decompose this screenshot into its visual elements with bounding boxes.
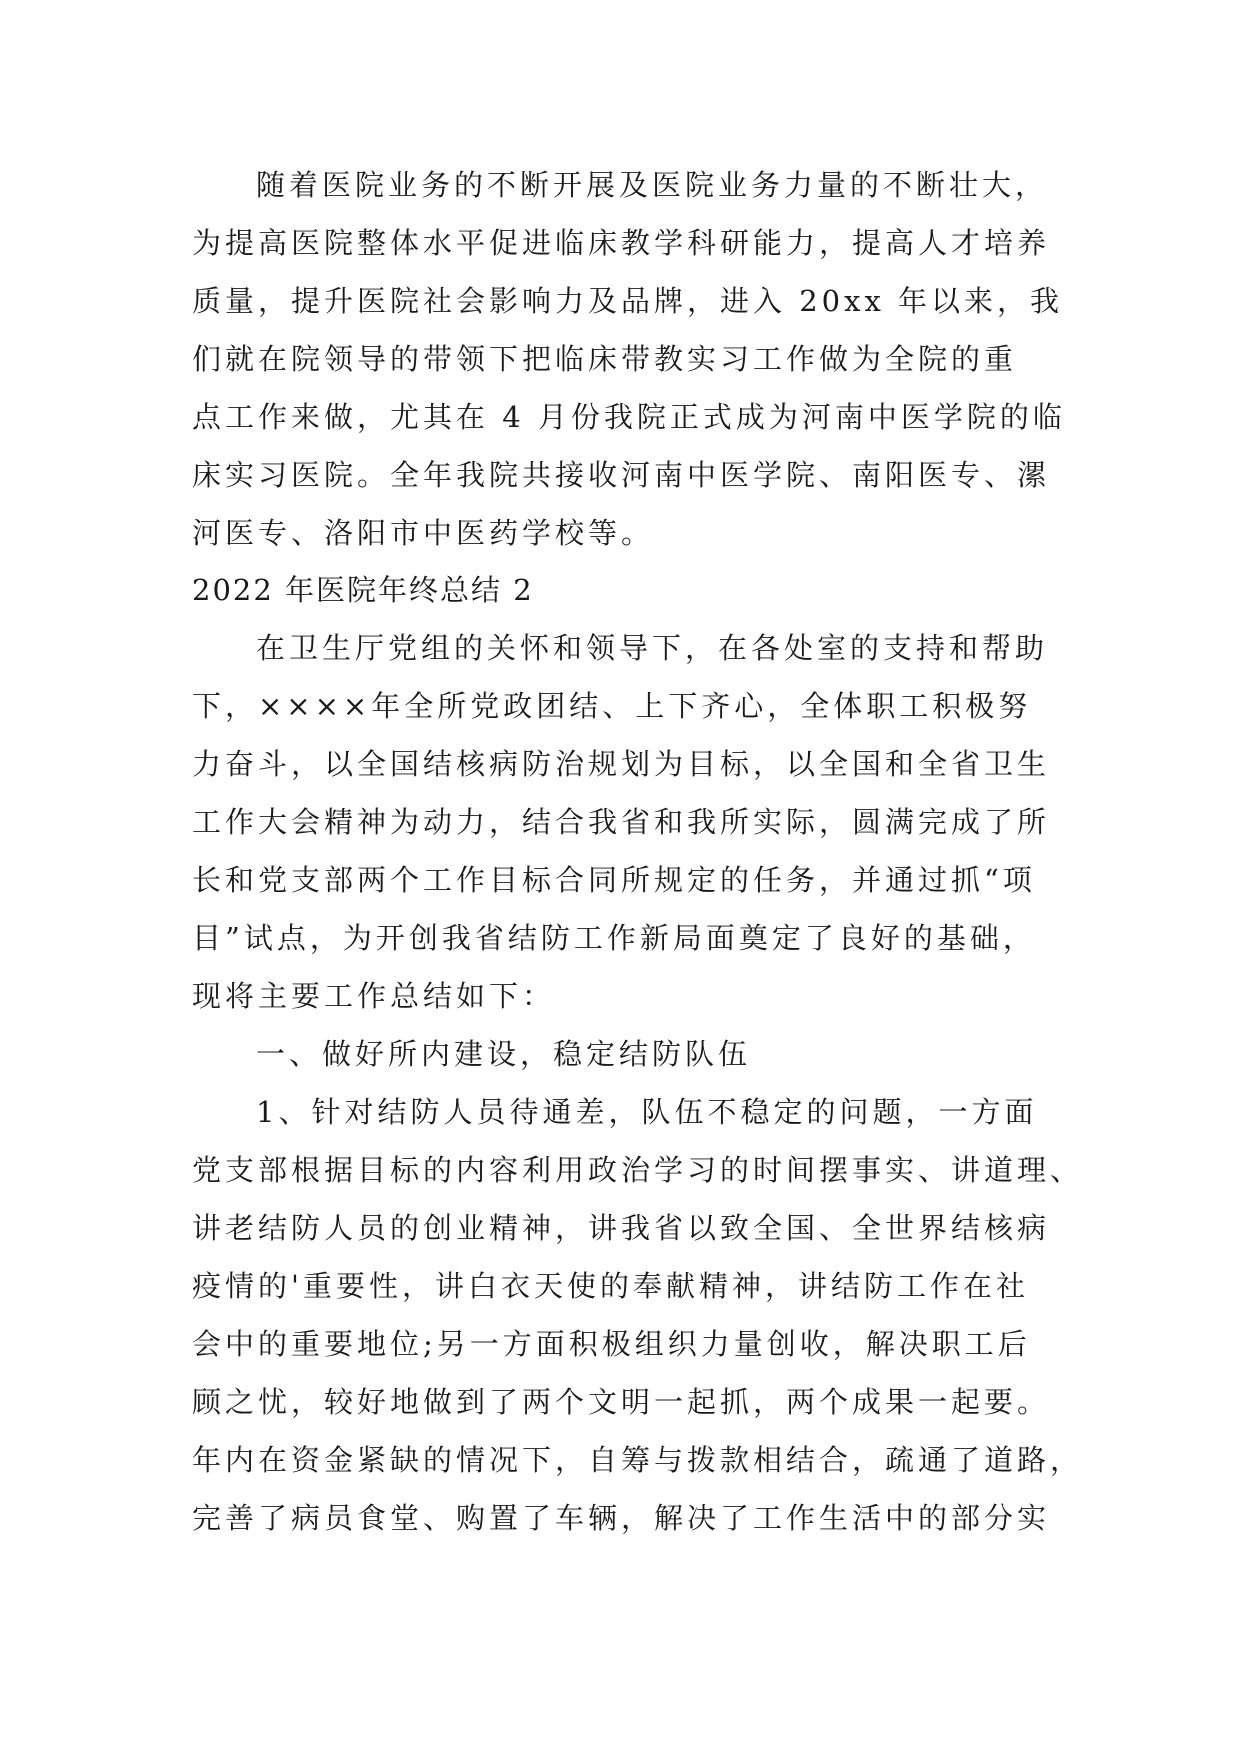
paragraph-line: 为提高医院整体水平促进临床教学科研能力，提高人才培养 <box>192 226 1051 260</box>
paragraph-line: 长和党支部两个工作目标合同所规定的任务，并通过抓“项 <box>192 863 1036 897</box>
paragraph-line: 现将主要工作总结如下： <box>192 979 556 1013</box>
subheading: 一、做好所内建设，稳定结防队伍 <box>256 1037 752 1071</box>
paragraph-line: 质量，提升医院社会影响力及品牌，进入 20xx 年以来，我 <box>192 284 1064 318</box>
section-title: 2022 年医院年终总结 2 <box>192 573 534 607</box>
paragraph-line: 党支部根据目标的内容利用政治学习的时间摆事实、讲道理、 <box>192 1153 1084 1187</box>
paragraph-line: 年内在资金紧缺的情况下，自筹与拨款相结合，疏通了道路， <box>192 1443 1084 1477</box>
paragraph-line: 讲老结防人员的创业精神，讲我省以致全国、全世界结核病 <box>192 1211 1051 1245</box>
paragraph-line: 力奋斗，以全国结核病防治规划为目标，以全国和全省卫生 <box>192 747 1051 781</box>
paragraph-line: 在卫生厅党组的关怀和领导下，在各处室的支持和帮助 <box>256 631 1049 665</box>
paragraph-line: 工作大会精神为动力，结合我省和我所实际，圆满完成了所 <box>192 805 1051 839</box>
paragraph-line: 床实习医院。全年我院共接收河南中医学院、南阳医专、漯 <box>192 458 1051 492</box>
paragraph-line: 河医专、洛阳市中医药学校等。 <box>192 516 655 550</box>
paragraph-line: 下，××××年全所党政团结、上下齐心，全体职工积极努 <box>192 689 1032 723</box>
paragraph-line: 们就在院领导的带领下把临床带教实习工作做为全院的重 <box>192 342 1018 376</box>
paragraph-line: 完善了病员食堂、购置了车辆，解决了工作生活中的部分实 <box>192 1501 1051 1535</box>
paragraph-line: 疫情的'重要性，讲白衣天使的奉献精神，讲结防工作在社 <box>192 1269 1029 1303</box>
paragraph-line: 顾之忧，较好地做到了两个文明一起抓，两个成果一起要。 <box>192 1385 1051 1419</box>
paragraph-line: 1、针对结防人员待通差，队伍不稳定的问题，一方面 <box>256 1095 1038 1129</box>
paragraph-line: 会中的重要地位;另一方面积极组织力量创收，解决职工后 <box>192 1327 1031 1361</box>
paragraph-line: 目”试点，为开创我省结防工作新局面奠定了良好的基础， <box>192 921 1036 955</box>
paragraph-line: 随着医院业务的不断开展及医院业务力量的不断壮大， <box>256 168 1049 202</box>
paragraph-line: 点工作来做，尤其在 4 月份我院正式成为河南中医学院的临 <box>192 400 1066 434</box>
